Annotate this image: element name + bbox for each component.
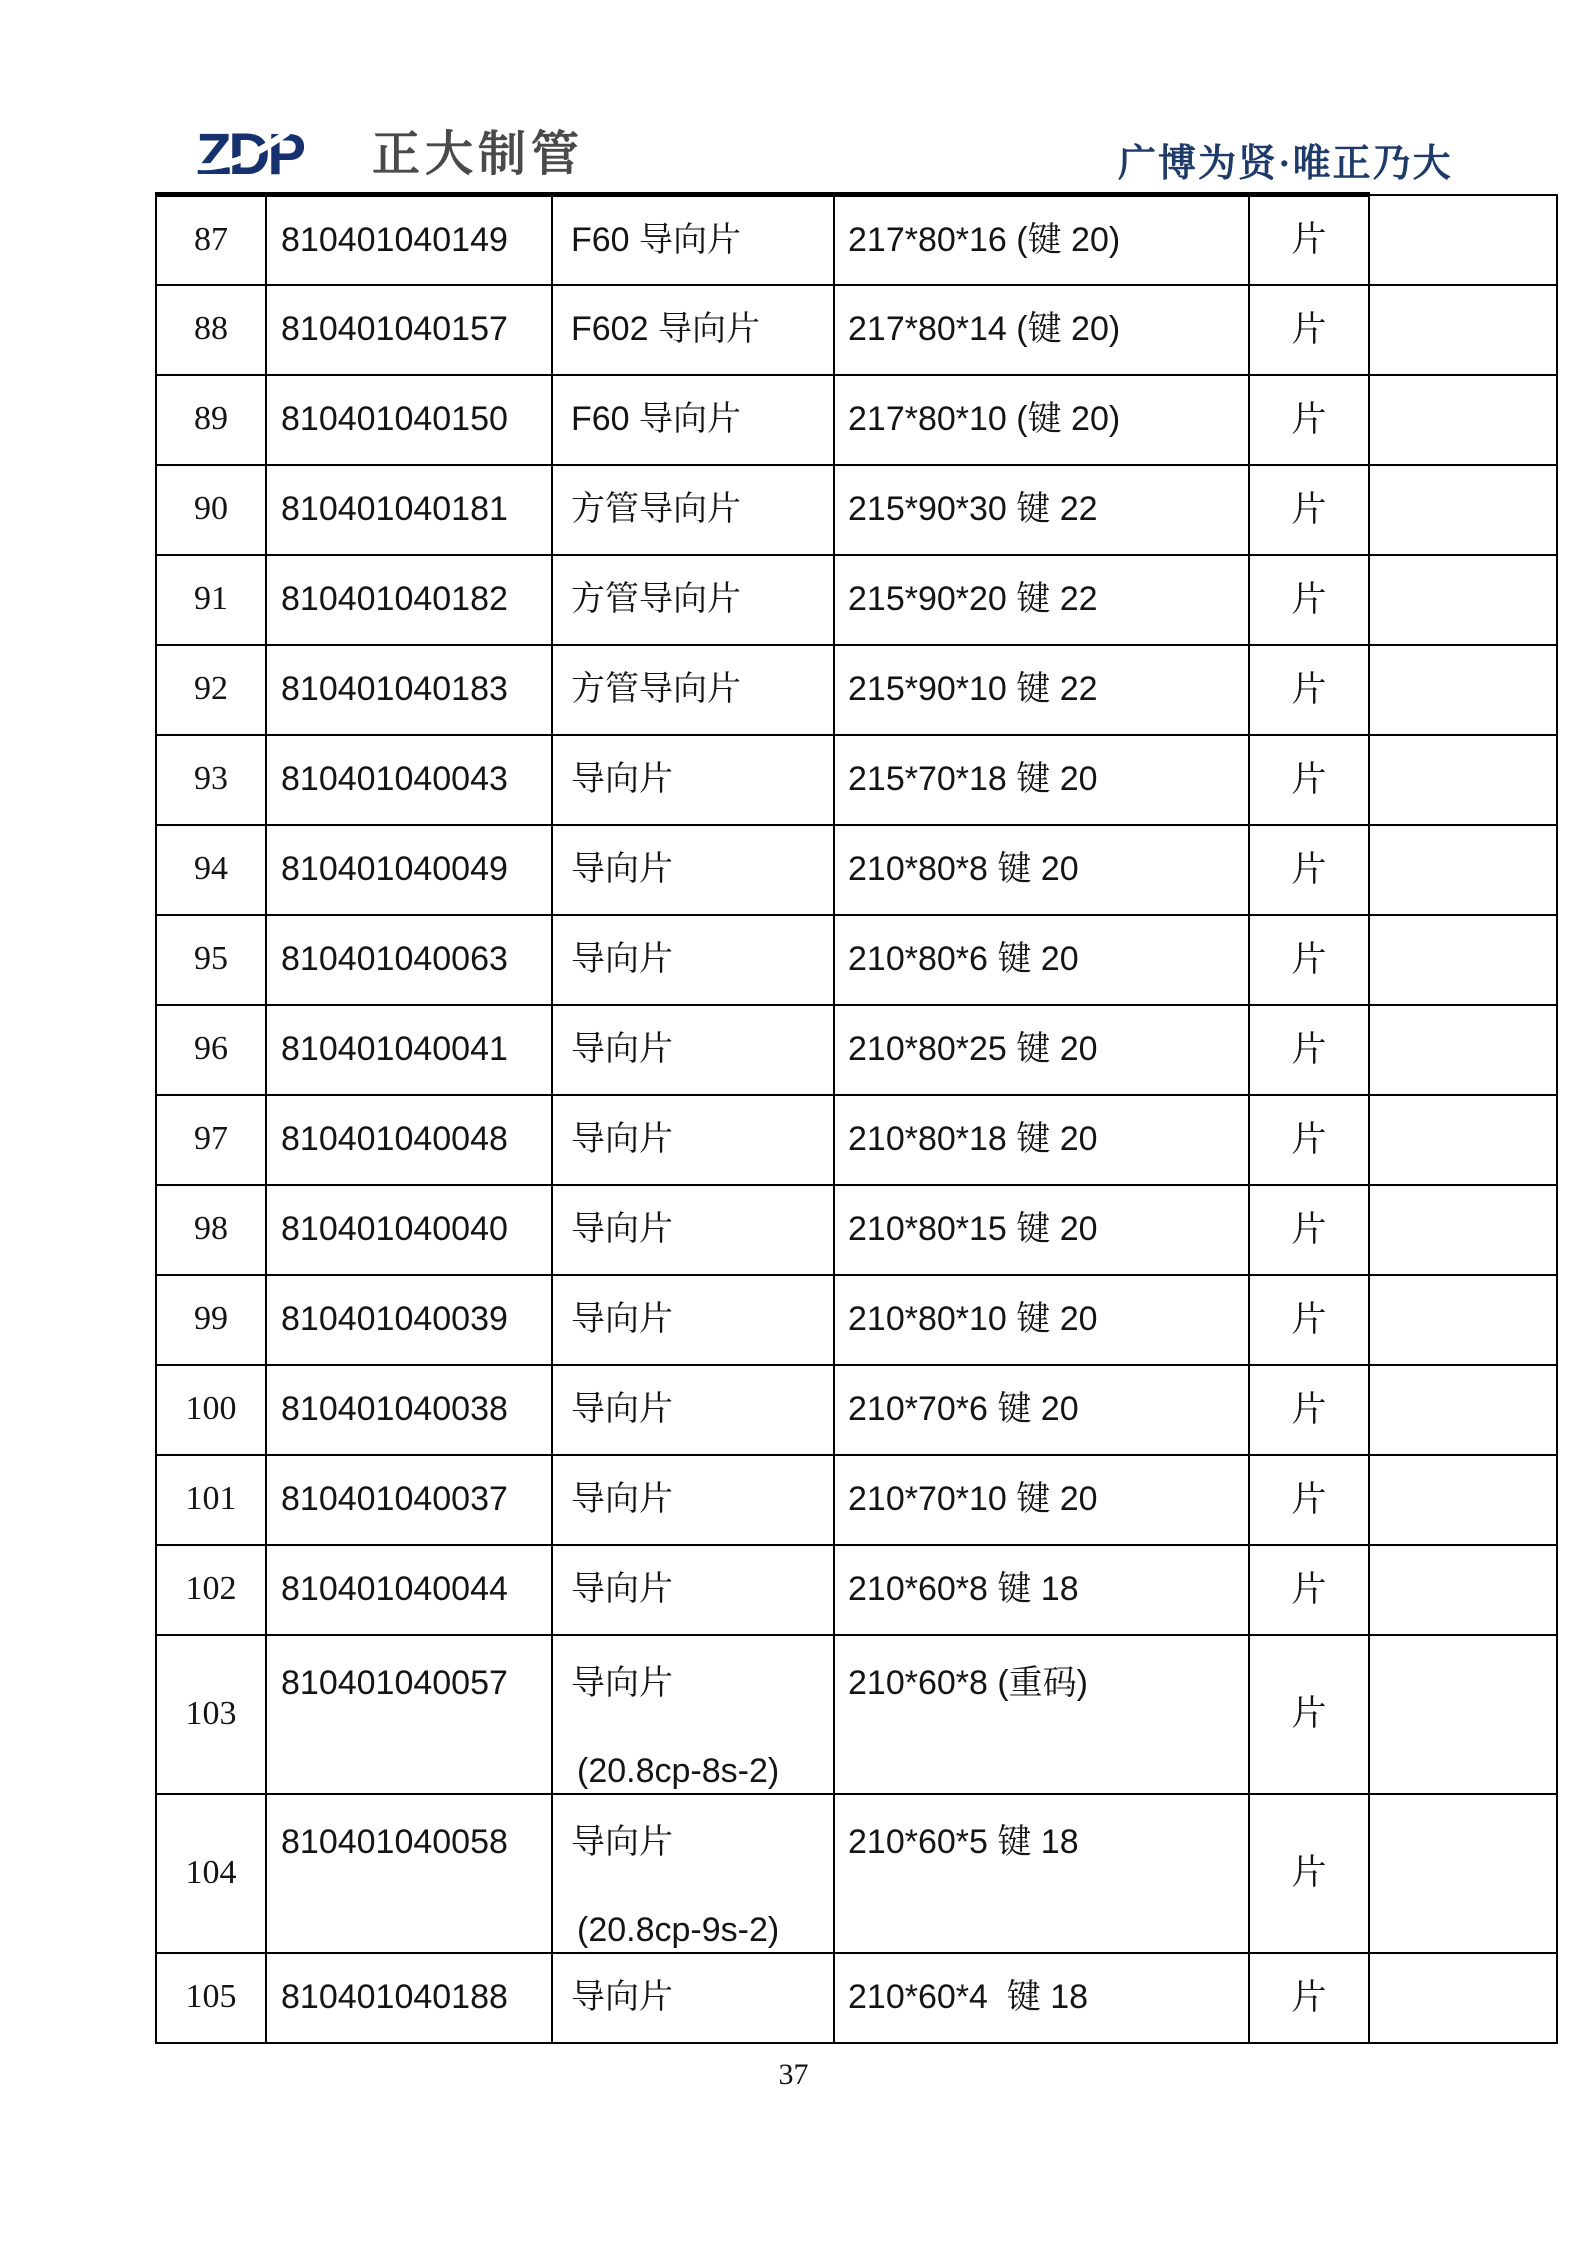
unit-cell: 片: [1249, 1185, 1369, 1275]
spec-cell: 215*90*10 键 22: [834, 645, 1249, 735]
part-code-cell: 810401040040: [266, 1185, 552, 1275]
part-name-cell: F602 导向片: [552, 285, 834, 375]
row-number-cell: 98: [156, 1185, 266, 1275]
unit-cell: 片: [1249, 1095, 1369, 1185]
part-code-cell: 810401040150: [266, 375, 552, 465]
table-row: [156, 195, 1557, 285]
spec-cell: 210*80*15 键 20: [834, 1185, 1249, 1275]
logo-letters: ZDP: [196, 124, 303, 186]
part-code-cell: 810401040043: [266, 735, 552, 825]
parts-table: [155, 192, 1558, 2044]
table-row: [156, 1185, 1557, 1275]
part-name-cell: 方管导向片: [552, 645, 834, 735]
unit-cell: 片: [1249, 285, 1369, 375]
unit-cell: 片: [1249, 825, 1369, 915]
part-code-cell: 810401040044: [266, 1545, 552, 1635]
table-row: [156, 1545, 1557, 1635]
row-number-cell: 104: [156, 1794, 266, 1953]
part-name-cell: 导向片: [552, 915, 834, 1005]
spec-cell: 217*80*16 (键 20): [834, 195, 1249, 285]
company-logo: [196, 124, 584, 186]
note-cell: [1369, 1953, 1557, 2043]
spec-cell: 210*80*25 键 20: [834, 1005, 1249, 1095]
table-row: [156, 915, 1557, 1005]
note-cell: [1369, 195, 1557, 285]
table-row: [156, 645, 1557, 735]
table-row: [156, 465, 1557, 555]
part-name-cell: F60 导向片: [552, 195, 834, 285]
part-name-cell: 导向片: [552, 1095, 834, 1185]
spec-cell: 215*90*30 键 22: [834, 465, 1249, 555]
part-name-cell: 导向片: [552, 735, 834, 825]
part-name-cell: 方管导向片: [552, 465, 834, 555]
note-cell: [1369, 465, 1557, 555]
spec-cell: 217*80*10 (键 20): [834, 375, 1249, 465]
unit-cell: 片: [1249, 735, 1369, 825]
unit-cell: 片: [1249, 195, 1369, 285]
row-number-cell: 97: [156, 1095, 266, 1185]
part-name-cell: 导向片: [552, 1005, 834, 1095]
row-number-cell: 100: [156, 1365, 266, 1455]
row-number-cell: 92: [156, 645, 266, 735]
spec-cell: 217*80*14 (键 20): [834, 285, 1249, 375]
row-number-cell: 102: [156, 1545, 266, 1635]
page-number: 37: [778, 2058, 809, 2091]
part-code-cell: 810401040181: [266, 465, 552, 555]
table-row: [156, 1794, 1557, 1953]
part-name-line2: (20.8cp-9s-2): [577, 1911, 780, 1949]
part-name-cell: 导向片: [552, 1545, 834, 1635]
part-code-cell: 810401040037: [266, 1455, 552, 1545]
unit-cell: 片: [1249, 1455, 1369, 1545]
row-number-cell: 99: [156, 1275, 266, 1365]
part-name-cell: F60 导向片: [552, 375, 834, 465]
table-row: [156, 375, 1557, 465]
row-number-cell: 90: [156, 465, 266, 555]
part-code-cell: 810401040057: [266, 1635, 552, 1794]
parts-table-body: [156, 195, 1557, 2043]
part-name-cell: 导向片: [552, 1275, 834, 1365]
unit-cell: 片: [1249, 375, 1369, 465]
part-code-cell: 810401040041: [266, 1005, 552, 1095]
table-row: [156, 1095, 1557, 1185]
table-row: [156, 825, 1557, 915]
part-code-cell: 810401040188: [266, 1953, 552, 2043]
part-code-cell: 810401040149: [266, 195, 552, 285]
part-name-cell: 导向片: [552, 1455, 834, 1545]
note-cell: [1369, 735, 1557, 825]
note-cell: [1369, 1545, 1557, 1635]
unit-cell: 片: [1249, 465, 1369, 555]
part-name-cell: 导向片: [552, 825, 834, 915]
spec-cell: 215*90*20 键 22: [834, 555, 1249, 645]
note-cell: [1369, 555, 1557, 645]
unit-cell: 片: [1249, 1953, 1369, 2043]
unit-cell: 片: [1249, 1275, 1369, 1365]
table-row: [156, 555, 1557, 645]
row-number-cell: 91: [156, 555, 266, 645]
part-name-cell: 方管导向片: [552, 555, 834, 645]
part-code-cell: 810401040038: [266, 1365, 552, 1455]
part-code-cell: 810401040182: [266, 555, 552, 645]
note-cell: [1369, 1005, 1557, 1095]
spec-cell: 215*70*18 键 20: [834, 735, 1249, 825]
company-name: 正大制管: [372, 128, 585, 181]
part-name-cell: 导向片: [552, 1953, 834, 2043]
part-name-cell: 导向片: [552, 1185, 834, 1275]
table-row: [156, 1635, 1557, 1794]
part-code-cell: 810401040039: [266, 1275, 552, 1365]
part-code-cell: 810401040063: [266, 915, 552, 1005]
part-name-cell: [552, 1794, 834, 1953]
table-row: [156, 1275, 1557, 1365]
note-cell: [1369, 375, 1557, 465]
row-number-cell: 101: [156, 1455, 266, 1545]
note-cell: [1369, 1794, 1557, 1953]
unit-cell: 片: [1249, 645, 1369, 735]
row-number-cell: 93: [156, 735, 266, 825]
part-name-cell: [552, 1635, 834, 1794]
company-slogan: 广博为贤·唯正乃大: [1118, 143, 1453, 185]
spec-cell: 210*60*8 (重码): [834, 1635, 1249, 1794]
row-number-cell: 96: [156, 1005, 266, 1095]
row-number-cell: 87: [156, 195, 266, 285]
unit-cell: 片: [1249, 915, 1369, 1005]
row-number-cell: 105: [156, 1953, 266, 2043]
zdp-logo-icon: [196, 124, 356, 186]
note-cell: [1369, 1365, 1557, 1455]
table-row: [156, 735, 1557, 825]
spec-cell: 210*70*6 键 20: [834, 1365, 1249, 1455]
spec-cell: 210*80*8 键 20: [834, 825, 1249, 915]
row-number-cell: 89: [156, 375, 266, 465]
part-name-line1: 导向片: [571, 1822, 673, 1861]
spec-cell: 210*60*5 键 18: [834, 1794, 1249, 1953]
spec-cell: 210*60*8 键 18: [834, 1545, 1249, 1635]
part-code-cell: 810401040048: [266, 1095, 552, 1185]
part-code-cell: 810401040157: [266, 285, 552, 375]
spec-cell: 210*80*6 键 20: [834, 915, 1249, 1005]
unit-cell: 片: [1249, 1005, 1369, 1095]
unit-cell: 片: [1249, 1545, 1369, 1635]
note-cell: [1369, 285, 1557, 375]
part-code-cell: 810401040058: [266, 1794, 552, 1953]
row-number-cell: 95: [156, 915, 266, 1005]
row-number-cell: 88: [156, 285, 266, 375]
note-cell: [1369, 1455, 1557, 1545]
spec-cell: 210*70*10 键 20: [834, 1455, 1249, 1545]
row-number-cell: 103: [156, 1635, 266, 1794]
table-row: [156, 1005, 1557, 1095]
note-cell: [1369, 915, 1557, 1005]
table-row: [156, 1365, 1557, 1455]
part-name-line1: 导向片: [571, 1663, 673, 1702]
part-name-cell: 导向片: [552, 1365, 834, 1455]
part-code-cell: 810401040049: [266, 825, 552, 915]
table-row: [156, 1455, 1557, 1545]
spec-cell: 210*80*10 键 20: [834, 1275, 1249, 1365]
table-row: [156, 285, 1557, 375]
unit-cell: 片: [1249, 1635, 1369, 1794]
note-cell: [1369, 1095, 1557, 1185]
unit-cell: 片: [1249, 555, 1369, 645]
note-cell: [1369, 1635, 1557, 1794]
table-row: [156, 1953, 1557, 2043]
part-name-line2: (20.8cp-8s-2): [577, 1752, 780, 1790]
note-cell: [1369, 825, 1557, 915]
row-number-cell: 94: [156, 825, 266, 915]
unit-cell: 片: [1249, 1365, 1369, 1455]
spec-cell: 210*60*4 键 18: [834, 1953, 1249, 2043]
note-cell: [1369, 1275, 1557, 1365]
note-cell: [1369, 645, 1557, 735]
spec-cell: 210*80*18 键 20: [834, 1095, 1249, 1185]
note-cell: [1369, 1185, 1557, 1275]
part-code-cell: 810401040183: [266, 645, 552, 735]
unit-cell: 片: [1249, 1794, 1369, 1953]
